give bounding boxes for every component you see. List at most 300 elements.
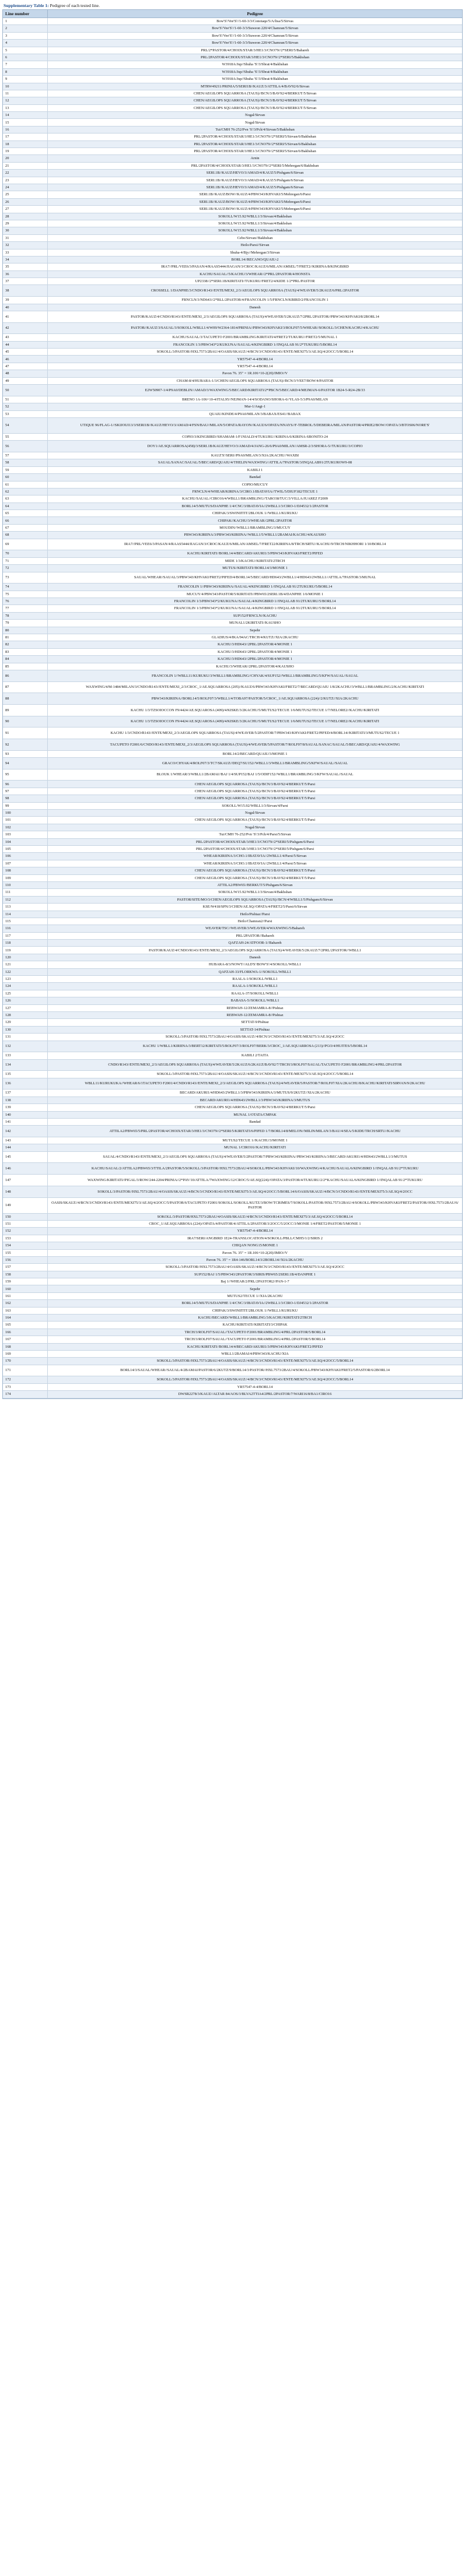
line-number-cell: 165	[3, 1322, 48, 1328]
line-number-cell: 21	[3, 163, 48, 169]
pedigree-cell: FRANCOLIN 1/3/PBW343*2/KUKUNA//SAUAL/4/KINGBIRD 1//INQALAB 91/2*TUKURU/5/BORL14	[173, 342, 337, 347]
line-number-cell: 131	[3, 1034, 48, 1040]
pedigree-cell: SOKOLL/3/PASTOR//HXL7573/2BAU/4/OASIS/SKAUZ//4/BCN/3/CNDO/R143//ENTE/MEXI75/3/AE.SQ/4/2OCC/5/BORL14	[156, 1377, 354, 1382]
table-row	[3, 853, 462, 860]
line-number-cell: 16	[3, 126, 48, 133]
line-number-cell: 132	[3, 1041, 48, 1052]
line-number-cell: 130	[3, 1027, 48, 1033]
table-row	[3, 33, 462, 40]
pedigree-cell: Cebo/Sirvan//Bakhshan	[237, 236, 273, 240]
pedigree-cell: Nogal/Sirvan	[244, 120, 265, 125]
pedigree-cell: FRANCOLIN 1//PBW343/KIRIINA//SAUAL/4/KINGBIRD 1//INQALAB 91/2TUKURU/5/BORL14	[177, 585, 333, 589]
table-row	[3, 1336, 462, 1343]
line-number-cell: 99	[3, 803, 48, 809]
line-number-cell: 105	[3, 846, 48, 852]
pedigree-cell: MIDE 1/3/KACHU//KIRITATI/2TRCH	[225, 558, 285, 563]
table-row	[3, 235, 462, 242]
table-row	[3, 532, 462, 539]
pedigree-cell: COPIO/3/KINGBIRD//SHAMAM-1/F1NIALD/4/TUKURU//KIRINA/6/KIRINA-SBONITO-24	[182, 434, 328, 439]
line-number-cell: 40	[3, 304, 48, 311]
table-row	[3, 1104, 462, 1111]
line-number-cell: 145	[3, 1152, 48, 1163]
line-number-cell: 1	[3, 18, 48, 24]
line-number-cell: 2	[3, 25, 48, 31]
table-row	[3, 1384, 462, 1391]
pedigree-cell: SOKOLL/W15.92/WBLL1/3/Sirvan/4/Bakhshan	[218, 890, 292, 895]
line-number-cell: 119	[3, 947, 48, 953]
pedigree-cell: MUTUS2/TECUE 1//XIA/2KACHU	[227, 1294, 283, 1298]
line-number-cell: 109	[3, 875, 48, 881]
line-number-cell: 12	[3, 97, 48, 104]
line-number-cell: 49	[3, 378, 48, 384]
table-row	[3, 1041, 462, 1053]
line-number-cell: 69	[3, 539, 48, 550]
pedigree-cell: CHIPAK//KACHU/3/WHEAR//2PRL/2PASTOR	[218, 518, 292, 523]
pedigree-cell: MUTUS//KIRITATI//BORL14/3/MONIE 1	[222, 566, 288, 571]
line-number-cell: 7	[3, 61, 48, 68]
table-row	[3, 803, 462, 810]
pedigree-cell: RAALA-1/SOKOLL/WBLL1	[232, 984, 278, 989]
pedigree-cell: ATTILA2/PBW65/5/PRL/2PASTOR/4/CHOIX/STAR/3/HE1/3/CNO79//2*SERI/5/KIRITATI/6/PIFED 1/7/BORL14/8/MELON//MILIN/MILAN/3/BAU/4/SEA/5/KIDE/TRCH/SRTU//KACHU	[109, 1129, 401, 1134]
table-row	[3, 969, 462, 976]
pedigree-cell: REBWAH-12/ZEMAMRA-8//Pishtaz	[226, 1006, 284, 1010]
line-number-cell: 117	[3, 933, 48, 939]
table-row	[3, 517, 462, 524]
pedigree-cell: Heilo/Pishtaz//Parsi	[240, 912, 270, 916]
table-row	[3, 76, 462, 83]
pedigree-cell: KACHU 1/3/TZSOIOCCON F9/4424/AE.SQUAROSA (409)/4/KISKE/3/2KACHU/5/MUTUS2/TECUE 1/6/MUTUS2/TECUE 1/7/NELORE2//KACHU/KIRITATI	[131, 708, 379, 712]
pedigree-cell: Pavon 76. 35" = 1R.106+10-2(20)/IMIO//V	[222, 1250, 288, 1255]
pedigree-cell: BORL14/2/BECARD/QUAIU/3/MONIE 1	[222, 751, 288, 756]
table-row	[3, 482, 462, 489]
line-number-cell: 32	[3, 242, 48, 248]
line-number-cell: 5	[3, 47, 48, 54]
pedigree-cell: PRL/2PASTOR/4/CHOIX/STAR/3/HE1/3/CNO79//2*SERI/5/Pishgam/6/Parsi	[195, 847, 314, 852]
table-row	[3, 634, 462, 641]
pedigree-cell: SUP152/FRNCLN//KACHU	[233, 613, 277, 618]
pedigree-cell: Pavon 76. 35" = 1R4-146/BORL14/3/2BORL14//XIA/2KACHU	[206, 1257, 304, 1262]
table-row	[3, 1019, 462, 1026]
pedigree-cell: PASTOR/KAUZ/4/CNDO/R143//ENTE/MEXI_2/3/AEGILOPS SQUARROSA (TAUS)/4/WEAVER/5/2KAUZ/7/2PRL/2PASTOR//WBLL1	[148, 948, 362, 953]
line-number-cell: 171	[3, 1365, 48, 1376]
table-row	[3, 682, 462, 694]
table-row	[3, 961, 462, 968]
pedigree-cell: YR57547-4-4/BORL14	[237, 1229, 273, 1233]
line-number-cell: 63	[3, 495, 48, 502]
line-number-cell: 123	[3, 976, 48, 982]
table-row	[3, 1278, 462, 1285]
pedigree-cell: W3918A/Jup//Shuha 'S'/3/Sbrat/4/Bakhshan	[222, 62, 288, 67]
table-row	[3, 539, 462, 551]
table-row	[3, 1257, 462, 1264]
table-row	[3, 141, 462, 148]
pedigree-cell: KACHU/KIRITATI//BORL14/4/BECARD/AKURI1/3/PBW343/KHVAKI/FRET2/PIFED	[187, 551, 323, 556]
pedigree-cell: Nogal/Sirvan	[244, 113, 265, 118]
line-number-cell: 157	[3, 1264, 48, 1270]
line-number-cell: 86	[3, 670, 48, 681]
line-number-cell: 50	[3, 385, 48, 396]
table-row	[3, 1308, 462, 1315]
table-row	[3, 452, 462, 459]
pedigree-cell: CROSSELL 1/DANPHE/3/CNDO/R143//ENTE/MEXI_2/3/AEGILOPS SQUARROSA (TAUS)/4/WEAVER/5/2KAUZ/6/PRL/2PASTOR	[151, 289, 359, 293]
pedigree-cell: CHIPAK/3/SWINIITIT/2BLOUK 1//WBLL1/KURUKU	[212, 511, 298, 516]
table-row	[3, 18, 462, 25]
line-number-cell: 38	[3, 285, 48, 296]
header-pedigree: Pedigree	[247, 11, 263, 16]
table-row	[3, 418, 462, 434]
pedigree-cell: IRA7/SERI/ANGBIRD 1E24-TRANSLOCATION/4/SOKOLL/PBLL/CMH5/1/2/SIRIS 2	[187, 1236, 323, 1240]
table-row	[3, 1126, 462, 1137]
pedigree-cell: Bow'S'/Vee'S'//1-60-3/3/Suweon 220/4/Chamran/5/Sirvan	[212, 26, 298, 31]
line-number-cell: 72	[3, 565, 48, 571]
line-number-cell: 127	[3, 1005, 48, 1011]
pedigree-cell: SUP152/BAJ 1/5/PBW343/2PASTOR/3/SIRIS/PBW65/2SERI.1B/4/DANPHE 1	[194, 1272, 316, 1277]
table-row	[3, 356, 462, 363]
table-row	[3, 1329, 462, 1336]
pedigree-cell: MUCUY/4/PBW343/PASTOR/5/KIRITATI//PBW65/2SERI.1B/4/DANPHE 1/6/MONIE 1	[186, 592, 324, 596]
table-row	[3, 1119, 462, 1126]
table-row	[3, 1090, 462, 1097]
pedigree-cell: SOKOLL/3/PASTOR//HXL7573/2BAU/4/OASIS/SKAUZ//4/BCN/3/CNDO/R143//ENTE/MEXI75/3/AE.SQ/4/2OCC/5/BORL14/6/OASIS/SKAUZ//4/BCN/3/CNDO/R143//ENTE/MEXI75/3/AE.SQ/4/2OCC	[97, 1189, 412, 1194]
pedigree-cell: MUNAL 1/OTATA/CMPAK	[233, 1112, 277, 1117]
line-number-cell: 134	[3, 1060, 48, 1071]
pedigree-cell: KACHU/BECARD//WBLL1/BRAMBLING/3/KACHU/KIRITATI/2TRCH	[198, 1316, 312, 1320]
line-number-cell: 33	[3, 249, 48, 256]
pedigree-cell: E2W50907-1/4/P9A0/DEBLIN//AMAD/3/WAXWING/5/BECARD/KIRITATI/2*PBCN/5/BECARD/4/MEJMAN-6/PASTOR 1B24-5-R24-2B/33	[145, 388, 365, 392]
line-number-cell: 92	[3, 739, 48, 750]
line-number-cell: 27	[3, 206, 48, 212]
line-number-cell: 9	[3, 76, 48, 82]
line-number-cell: 54	[3, 418, 48, 433]
table-row	[3, 126, 462, 133]
line-number-cell: 74	[3, 584, 48, 590]
line-number-cell: 66	[3, 517, 48, 523]
pedigree-cell: WEAVER/TSC//WEAVER/3/WEAVER/4/WAXWING/5/Bahareh	[205, 926, 305, 931]
line-number-cell: 98	[3, 795, 48, 802]
table-row	[3, 728, 462, 739]
pedigree-cell: PRL/2PASTOR/4/CHOIX/STAR/3/HE1/3/CNO79//2*SERI/5/Sirvan/6/Bakhshan	[194, 149, 316, 154]
table-row	[3, 1071, 462, 1078]
line-number-cell: 169	[3, 1351, 48, 1357]
line-number-cell: 128	[3, 1012, 48, 1018]
pedigree-cell: CHAM-8/4/HUBARA-1/3/CHEN/AEGILOPS SQUARROSA (TAUS)//BCN/3/VEE7/BOW/4/PASTOR	[176, 378, 334, 383]
line-number-cell: 111	[3, 889, 48, 895]
table-row	[3, 572, 462, 584]
pedigree-cell: CNDO/R143//ENTE/MEXI_2/3/AEGILOPS SQUARROSA (TAUS)/4/WEAVER/5/2KAUZ/6/2KAUZ/BAV92/7/TRCH/3/ROLF07/SAUAL/TACUPETO F2001/BRAMBLING/4/PRL/2PASTOR	[108, 1063, 402, 1067]
line-number-cell: 51	[3, 396, 48, 403]
line-number-cell: 139	[3, 1104, 48, 1110]
line-number-cell: 138	[3, 1097, 48, 1104]
header-line-number: Line number	[3, 10, 48, 17]
line-number-cell: 73	[3, 572, 48, 584]
pedigree-cell: Bandad	[249, 1119, 261, 1124]
table-row	[3, 565, 462, 572]
line-number-cell: 102	[3, 824, 48, 831]
line-number-cell: 173	[3, 1384, 48, 1390]
table-row	[3, 1175, 462, 1186]
line-number-cell: 95	[3, 769, 48, 781]
table-row	[3, 1186, 462, 1198]
table-row	[3, 105, 462, 112]
line-number-cell: 174	[3, 1391, 48, 1397]
table-row	[3, 1221, 462, 1228]
pedigree-cell: SOKOLL/3/PASTOR//HXL7573/2BAU/4/OASIS/SKAUZ//4/BCN/3/CNDO/R143//ENTE/MEXI75/3/AE.SQ/4/2OCC/5/BORL14	[156, 350, 354, 354]
pedigree-cell: SAUAL/WHEAR//SAUAL/3/PBW343/KHVAKI/FRET2/PIFED/4/BORL14/5/BECARD/HD643/2WBLL1/4/HD643/2WBLL1//ATTILA/7PASTOR/3/MUNAL	[134, 575, 376, 580]
pedigree-cell: SAUAL/4/CNDO/R143//ENTE/MEXI_2/3/AEGILOPS SQUARROSA (TAUS)/4/WEAVER/5/2PASTOR/7/PBW343/KIRIINA//PBW343/KIRIINA/3/BECARD/AKURI1/4/HD643/2WBLL1/3/MUTUS	[103, 1155, 407, 1159]
line-number-cell: 113	[3, 904, 48, 910]
table-row	[3, 550, 462, 557]
line-number-cell: 53	[3, 411, 48, 417]
line-number-cell: 59	[3, 467, 48, 473]
pedigree-cell: DWSR2278/3/KAUZ//ALTAR 84/AOS/3/BLVA2TTIA4/2PRL/2PASTOR/7/WARI16/8/BA1/CIRO16	[178, 1392, 332, 1397]
line-number-cell: 77	[3, 605, 48, 612]
table-row	[3, 396, 462, 403]
table-row	[3, 334, 462, 341]
pedigree-cell: KACHU/KIRITATI//BORL14/4/BECARD/AKURI1/3/PBW343/KHVAKI/FRET2/PIFED	[187, 1344, 323, 1349]
line-number-cell: 160	[3, 1285, 48, 1292]
pedigree-cell: WHEAR/KIRIINA/3/CHO.1/IBATAVIA//2WBLL1/4/Parsi/5/Sirvan	[203, 854, 307, 859]
table-row	[3, 271, 462, 278]
table-row	[3, 249, 462, 256]
table-row	[3, 781, 462, 788]
table-row	[3, 954, 462, 961]
table-row	[3, 1300, 462, 1307]
line-number-cell: 14	[3, 112, 48, 118]
pedigree-cell: Pavon 76. 35" = 1R.106+10-2(20)/IMIO//V	[222, 371, 288, 376]
table-row	[3, 947, 462, 954]
table-row	[3, 40, 462, 47]
table-row	[3, 1112, 462, 1119]
table-row	[3, 925, 462, 932]
pedigree-cell: PASTOR/KAUZ/4/CNDO/R143//ENTE/MEXI_2/3/AEGILOPS SQUARROSA (TAUS)/4/WEAVER/5/2KAUZ/7/2PRL/2PASTOR//PBW343/KHVAKI/8/2BORL14	[131, 314, 379, 319]
pedigree-cell: SAUAL/SANAC/SAUAL/5/BECARD/QUAIU/4/THELIN/WAXWING//ATTILA/7PASTOR/3/INQALAB91/2TUKUROW9-08	[158, 461, 352, 465]
line-number-cell: 85	[3, 663, 48, 670]
pedigree-cell: BLOUK 1/WHEAR/3/WBLL1/2BAMAI//BAJ 1/4/SUP152/BAJ 1/5/ODIF152//WBLL1/BRAMBLING/3/KFW/SAUAL//SAUAL	[156, 772, 354, 777]
table-row	[3, 627, 462, 634]
line-number-cell: 36	[3, 271, 48, 277]
line-number-cell: 121	[3, 961, 48, 968]
pedigree-cell: Bow'S'/Vee'S'//1-60-3/3/Suweon 220/4/Chamran/5/Sirvan	[212, 41, 298, 45]
table-row	[3, 112, 462, 119]
table-row	[3, 1250, 462, 1257]
table-row	[3, 656, 462, 663]
table-row	[3, 242, 462, 249]
table-row	[3, 385, 462, 396]
table-row	[3, 83, 462, 90]
table-row	[3, 904, 462, 911]
line-number-cell: 146	[3, 1163, 48, 1174]
table-row	[3, 598, 462, 605]
pedigree-cell: HUBARA-8/3/NOWT//ALD'S'/BOW'S'/4/SOKOLL/WBLL1	[208, 962, 302, 967]
pedigree-cell: IRA7//PRL/VEE6/3/PASAN/4/RAAS5444/JIAGAN/3/CROC/KAUZ/6/MILAN/AMSEL/7/FRET22/KIRIINA/8/TRCH/SRTU//KACHU/9/TRCH/NIKHHORI 1/10/BORL14	[124, 542, 386, 547]
pedigree-cell: CHEN/AEGILOPS SQUARROSA (TAUS)//BCN/3/BAV92/4/BERKUT/5/Parsi	[194, 789, 316, 793]
line-number-cell: 3	[3, 33, 48, 39]
line-number-cell: 84	[3, 656, 48, 662]
line-number-cell: 20	[3, 155, 48, 161]
line-number-cell: 24	[3, 184, 48, 191]
table-row	[3, 1097, 462, 1104]
pedigree-cell: KACHU/SAUAL/2/ATTILA2/PBW65/3/TTILA/2PASTOR/5/SOKOLL/3/PASTOR//HXL7573/2BAU/4/SOKOLL/PBW343/KHVAKI/10/WAXWING/4/KACHU/SAUAL/6/KINGBIRD 1//INQALAB 91/2*TUKURU	[91, 1166, 419, 1171]
pedigree-cell: BORL14/3/SAUAL/WHEAR//SAUAL/4/2BAMAI/PASTOR/6/2KUTZ/9/BORL14/3/PASTOR//HXL7573/2BAU/4/SOKOLL/PBW343/KHVAKI/FRET2/5/PASTOR/6/2BORL14	[120, 1368, 390, 1373]
pedigree-cell: SOKOLL/3/PASTOR/HXL7573/2BAU/4/OASIS/SKAUZ//4/BCN/3/CNDO/R143//ENTE/MEXI75/3/AE.SQ/4/2OCC/5/BORL14	[157, 1214, 353, 1219]
table-row	[3, 649, 462, 656]
table-row	[3, 1242, 462, 1249]
pedigree-cell: PBW343/KIRIINA//BORL14/5/ROLF07/3/WBLL1/4/TOBA97/PASTOR/5/CROC_1/AE.SQUARROSA (224)//2/KUTZ//XIA/2KACHU	[151, 696, 359, 701]
pedigree-cell: YR57547-4-4/BORL14	[237, 1384, 273, 1389]
pedigree-cell: MOUDIN//WBLL1/BRAMBLING/3/MUCUY	[219, 525, 291, 530]
table-row	[3, 434, 462, 441]
table-row	[3, 256, 462, 263]
line-number-cell: 18	[3, 141, 48, 147]
pedigree-cell: QUAIU/KINDE/4/P9A0/MILAN/3/BABAX/ES41//BABAX	[209, 412, 301, 416]
line-number-cell: 129	[3, 1019, 48, 1025]
line-number-cell: 65	[3, 510, 48, 516]
pedigree-cell: SOKOLL/W15.92/WBLL1/3/Sirvan/4/Bakhshan	[218, 229, 292, 233]
line-number-cell: 141	[3, 1119, 48, 1125]
pedigree-cell: SETTAT-14/Pishtaz	[240, 1027, 270, 1032]
line-number-cell: 140	[3, 1112, 48, 1118]
line-number-cell: 60	[3, 474, 48, 480]
pedigree-cell: SERI.1B//KAUZ/BOW//KAUZ/4/PBW343/KHVAKI/5/Mehregan/6/Parsi	[199, 199, 311, 204]
table-row	[3, 263, 462, 270]
table-row	[3, 311, 462, 323]
pedigree-cell: KACHU 1/3/TZSOIOCCON F9/4424/AE.SQUAROSA (409)/4/KISKE/3/2KACHU/5/MUTUS2/TECUE 1/6/MUTUS2/TECUE 1/7/NELORE2//KACHU/KIRITATI	[131, 719, 379, 724]
line-number-cell: 91	[3, 728, 48, 739]
table-row	[3, 1358, 462, 1365]
table-row	[3, 297, 462, 304]
line-number-cell: 44	[3, 342, 48, 348]
pedigree-cell: WAXWING/4/M-1484/MILAN/3/CNDO/R143//ENTE/MEXI_2/3/CROC_1/AE.SQUARROSA (205)//KAUZ/6/PBW343/KHVAKI/FRET2/7/BECARD/QUAIU 1/8/2KACHU/3/WBLL1/BRAMBLING/2/KACHU/KIRITATI	[86, 685, 424, 690]
pedigree-cell: KACHU/3/WHEAR//2PRL/2PASTOR/4/KAUSHO	[216, 664, 294, 669]
line-number-cell: 168	[3, 1344, 48, 1350]
pedigree-cell: W3918A/Jup//Shuha 'S'/3/Sbrat/4/Bakhshan	[222, 69, 288, 74]
table-row	[3, 605, 462, 612]
pedigree-cell: SOKOLL/W15.92/WBLL1/3/Sirvan/4/Bakhshan	[218, 214, 292, 219]
caption-text: Pedigree of each tested line.	[48, 3, 100, 8]
line-number-cell: 11	[3, 90, 48, 97]
table-row	[3, 860, 462, 867]
table-row	[3, 459, 462, 466]
table-row	[3, 983, 462, 990]
pedigree-cell: TRCH/3/ROLF07/SAUAL//TACUPETO F2001/BRAMBLING/4/PRL/2PASTOR/5/BORL14	[184, 1330, 326, 1334]
table-row	[3, 1152, 462, 1164]
line-number-cell: 126	[3, 997, 48, 1004]
table-row	[3, 641, 462, 648]
table-row	[3, 1137, 462, 1144]
table-row	[3, 1228, 462, 1235]
pedigree-cell: PBW343/KIRIINA/3/PBW343/KIRIINA//WBLL1/5/WBLL1/2BAMAI/KACHU/4/KAUSHO	[184, 533, 326, 537]
table-row	[3, 441, 462, 452]
table-row	[3, 1235, 462, 1242]
line-number-cell: 151	[3, 1221, 48, 1227]
line-number-cell: 39	[3, 297, 48, 303]
line-number-cell: 167	[3, 1336, 48, 1343]
table-row	[3, 363, 462, 370]
table-row	[3, 349, 462, 356]
pedigree-cell: SOKOLL/3/PASTOR//HXL7573/2BAU/4/OASIS/SKAUZ//4/BCN/3/CNDO/R143//ENTE/MEXI75/3/AE.SQ/4/2OCC/5/BORL14	[156, 1072, 354, 1077]
table-row	[3, 54, 462, 61]
pedigree-cell: BRENO 1A-106+10-4/ITAL95//NEJMAN-14/4/SODANO/SHORA-6//YLAS-5/3/P9A0/MILAN	[181, 397, 328, 402]
table-row	[3, 933, 462, 940]
pedigree-cell: Sepehr	[250, 1287, 260, 1291]
line-number-cell: 57	[3, 452, 48, 459]
line-number-cell: 82	[3, 641, 48, 648]
caption-label: Supplementary Table 1:	[4, 3, 49, 8]
pedigree-cell: KACHU/3/HD643//2PBL/2PASTOR/4/MONIE 1	[217, 649, 292, 654]
line-number-cell: 75	[3, 591, 48, 598]
pedigree-cell: Mur-1/Angi-1	[244, 405, 266, 409]
pedigree-cell: PRL/2PASTOR/4/CHOIX/STAR/3/HE1/3/CNO79//2*SERI/5/Pishgam/6/Parsi	[195, 839, 314, 844]
pedigree-cell: KSE/W418/SPN/3/CHEN/AE.SQ//OPATA/4/FRET2/5/Parsi/6/Sirvan	[202, 905, 307, 909]
table-row	[3, 378, 462, 385]
line-number-cell: 97	[3, 788, 48, 795]
line-number-cell: 148	[3, 1186, 48, 1197]
line-number-cell: 108	[3, 867, 48, 874]
pedigree-cell: QAFZAH-24/ATFOOR-1//Bahareh	[228, 941, 282, 946]
pedigree-cell: MUNAL 1/CIRO16//KACHU/KIRITATI	[224, 1145, 286, 1150]
pedigree-cell: FRNCLN/3/ND643//2*BLL/2PASTOR/4/FRANCOLIN 1/5/FRNCLN/KBIRD/2/FRANCOLIN 1	[181, 298, 328, 303]
line-number-cell: 79	[3, 620, 48, 626]
table-row	[3, 1293, 462, 1300]
table-row	[3, 489, 462, 495]
table-row	[3, 1052, 462, 1059]
table-row	[3, 1034, 462, 1041]
line-number-cell: 144	[3, 1144, 48, 1151]
pedigree-cell: Nogal/Sirvan	[244, 811, 265, 816]
pedigree-cell: Bow'S'/Vee'S'//1-60-3/3/Suweon 220/4/Chamran/5/Sirvan	[212, 33, 298, 38]
line-number-cell: 8	[3, 69, 48, 75]
pedigree-cell: GRACO/CHYAK/4/ROLF07/3/TC7/SKAUZ//DEQ7/SU152//WBLL1/3/WBLL1/BRAMBLING/5/KFW/SAUAL//SAUAL	[162, 761, 348, 765]
table-row	[3, 1005, 462, 1012]
line-number-cell: 104	[3, 839, 48, 845]
line-number-cell: 13	[3, 105, 48, 111]
table-row	[3, 61, 462, 68]
pedigree-cell: BECARD/AKURI1/4/HD643/2WBLL1/3/PBW343/KIRIINA/3/MUTUS/9/2KUTZ//XIA/2KACHU	[179, 1091, 331, 1095]
table-row	[3, 620, 462, 627]
pedigree-cell: CHEN/AEGILOPS SQUARROSA (TAUS)//BCN/3/BAV92/4/BERKUT/5/Parsi	[194, 876, 316, 880]
table-row	[3, 897, 462, 904]
pedigree-cell: KACHU/SAUAL//5/KACHU/3/WHEAR//2*PRL/2PASTOR/4/HONSTA	[200, 272, 310, 276]
table-row	[3, 817, 462, 824]
line-number-cell: 94	[3, 758, 48, 769]
table-row	[3, 525, 462, 532]
table-row	[3, 184, 462, 191]
line-number-cell: 48	[3, 370, 48, 377]
pedigree-cell: CHEN/AEGILOPS SQUARROSA (TAUS)//BCN/3/BAV92/4/BERKUT/5/Sirvan	[193, 91, 317, 96]
pedigree-cell: FRANCOLIN 1//WBLL11/KURUKU/3/WBLL1/BRAMBLING//CHYAK/4/SUP152//WBLL1/BRAMBLING/5/KFW/SAUAL//SAUAL	[152, 673, 358, 678]
table-row	[3, 206, 462, 213]
pedigree-cell: Heilo/Parsi//Sirvan	[240, 243, 270, 248]
line-number-cell: 10	[3, 83, 48, 90]
line-number-cell: 25	[3, 191, 48, 198]
line-number-cell: 142	[3, 1126, 48, 1137]
pedigree-cell: KACHU 1/3/CNDO/R143//ENTE/MEXI_2/3/AEGILOPS SQUARROSA (TAUS)/4/WEAVER/5/2PASTOR/7/PBW343/KHVAKI/FRET2/PIFED/4/BORL14//KIRITATI/3/MUTUS2/TECUE 1	[110, 731, 400, 736]
table-row	[3, 976, 462, 983]
table-row	[3, 97, 462, 104]
table-row	[3, 510, 462, 517]
table-row	[3, 769, 462, 781]
line-number-cell: 68	[3, 532, 48, 538]
line-number-cell: 103	[3, 831, 48, 838]
pedigree-cell: CHEN/AEGILOPS SQUARROSA (TAUS)//BCN/3/BAV92/4/BERKUT/5/Parsi	[194, 782, 316, 786]
line-number-cell: 114	[3, 911, 48, 918]
line-number-cell: 26	[3, 199, 48, 205]
table-row	[3, 69, 462, 76]
line-number-cell: 17	[3, 133, 48, 140]
table-row	[3, 824, 462, 831]
table-row	[3, 47, 462, 54]
line-number-cell: 88	[3, 693, 48, 704]
